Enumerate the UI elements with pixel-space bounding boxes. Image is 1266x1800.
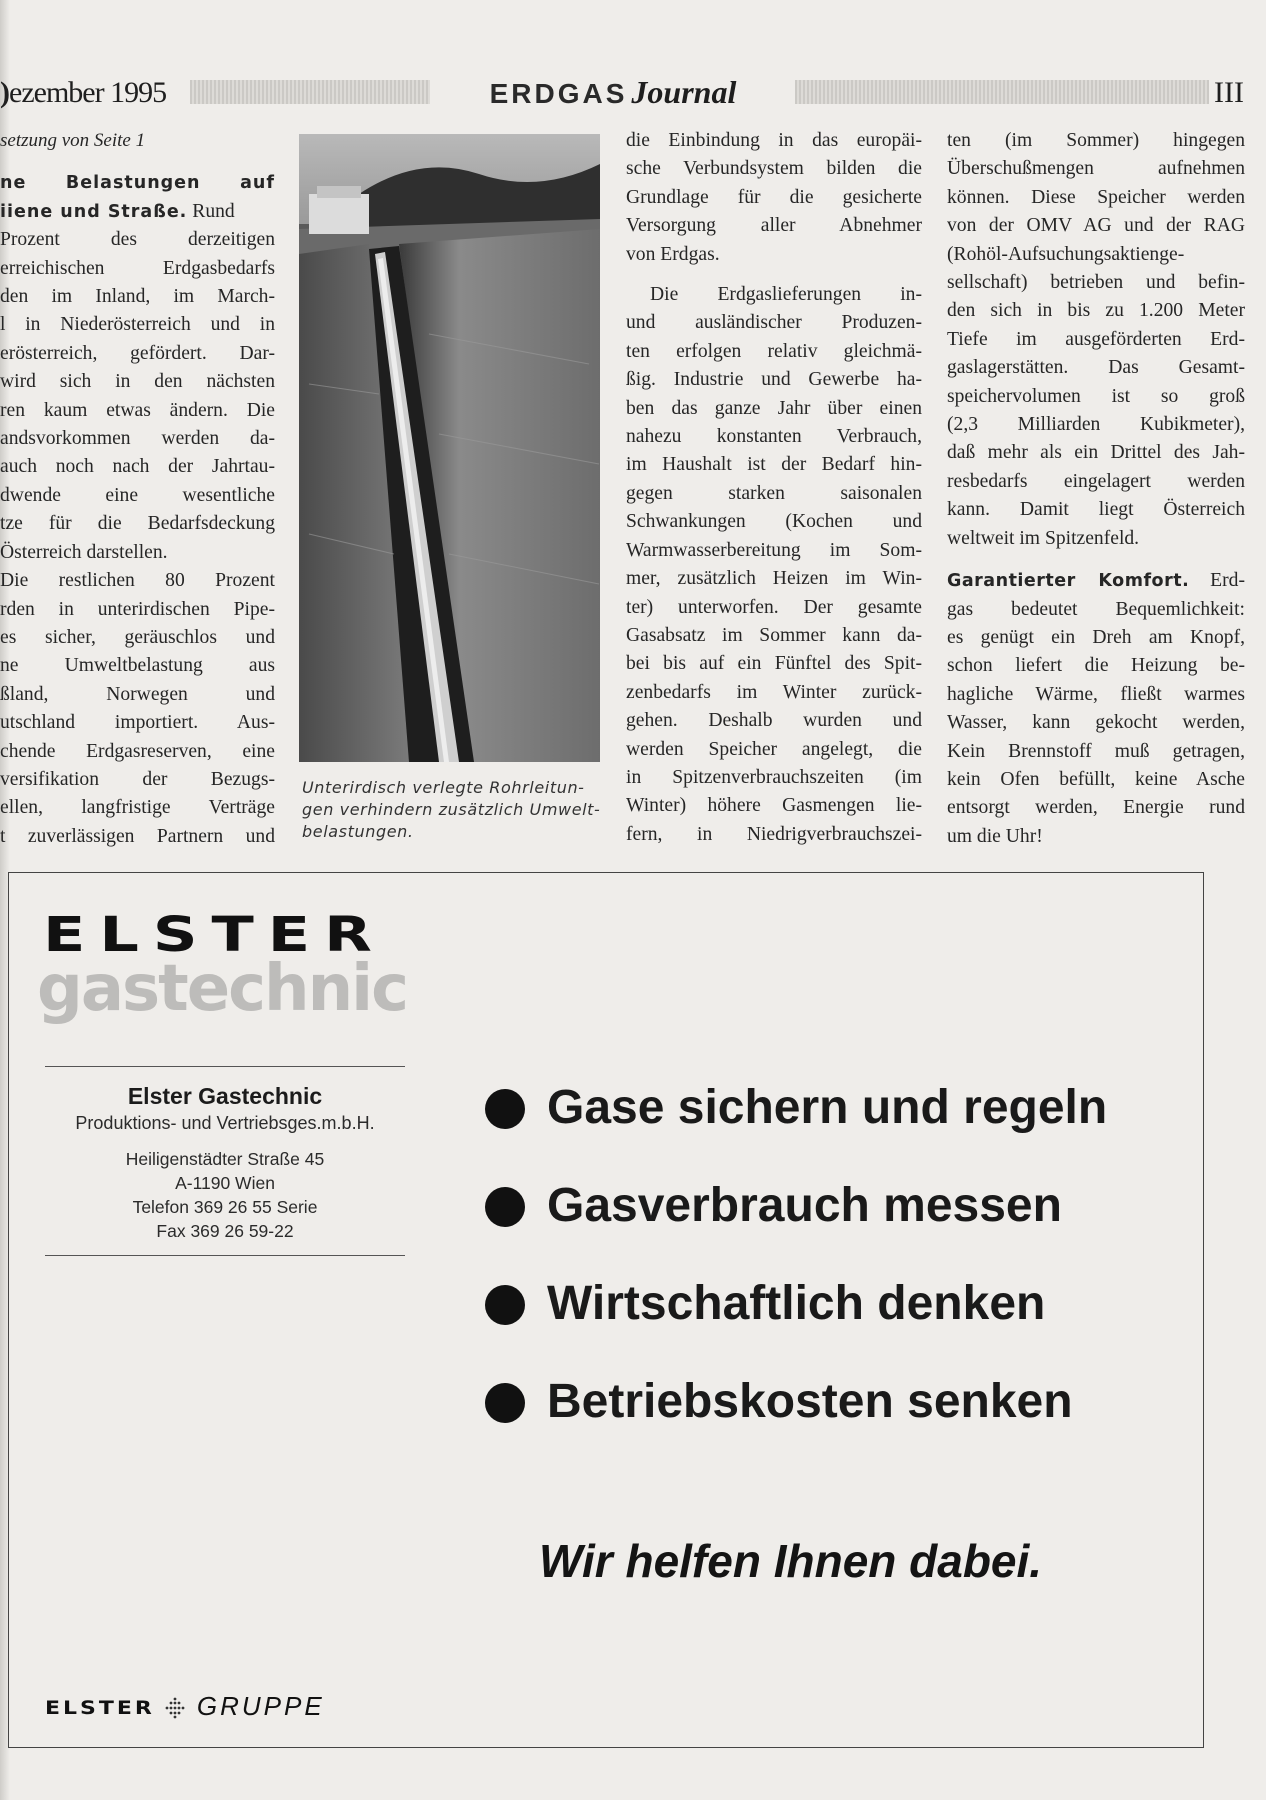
text-line: gaslagerstätten. Das Gesamt- <box>947 357 1245 379</box>
company-city: A-1190 Wien <box>175 1173 275 1193</box>
text-line: auch noch nach der Jahrtau- <box>0 456 275 478</box>
text-line: Grundlage für die gesicherte <box>626 186 922 208</box>
text-line: Unterirdisch verlegte Rohrleitun- <box>302 778 585 797</box>
text-span: ne Belastungen auf <box>0 173 275 194</box>
text-line: belastungen. <box>302 822 414 841</box>
pipeline-trench-photo <box>299 134 600 762</box>
text-span: Wirtschaftlich denken <box>547 1277 1046 1330</box>
footer-gruppe-text: GRUPPE <box>196 1691 325 1721</box>
text-line: gas bedeutet Bequemlichkeit: <box>947 598 1245 620</box>
text-line: um die Uhr! <box>947 825 1043 847</box>
text-line: bei bis auf ein Fünftel des Spit- <box>626 653 922 675</box>
text-line: wird sich in den nächsten <box>0 371 275 393</box>
company-type: Produktions- und Vertriebsges.m.b.H. <box>75 1113 375 1133</box>
text-span: Erd- <box>1210 570 1245 592</box>
text-line: ter) unterworfen. Der gesamte <box>626 596 922 618</box>
text-line: zenbedarfs im Winter zurück- <box>626 681 922 703</box>
text-line: ben das ganze Jahr über einen <box>626 397 922 419</box>
page-number: III <box>1214 76 1244 109</box>
text-line: von Erdgas. <box>626 243 720 265</box>
text-line: es genügt ein Dreh am Knopf, <box>947 626 1245 648</box>
text-line: Wasser, kann gekocht werden, <box>947 712 1245 734</box>
header-rule-right <box>795 80 1209 104</box>
text-line: gegen starken saisonalen <box>626 482 922 504</box>
text-line: es sicher, geräuschlos und <box>0 626 275 648</box>
company-contact-block <box>45 1081 405 1243</box>
bullet-dot-icon <box>485 1187 525 1227</box>
text-line: mer, zusätzlich Heizen im Win- <box>626 568 922 590</box>
elster-gruppe-logo <box>45 1691 325 1726</box>
text-line: entsorgt werden, Energie rund <box>947 797 1245 819</box>
section-heading-komfort: Garantierter Komfort. <box>947 571 1190 592</box>
text-line: Warmwasserbereitung im Som- <box>626 539 922 561</box>
text-span: Gasverbrauch messen <box>547 1179 1062 1232</box>
text-line: erösterreich, gefördert. Dar- <box>0 342 275 364</box>
text-line: die Einbindung in das europäi- <box>626 130 922 151</box>
text-line: ne Umweltbelastung aus <box>0 655 275 677</box>
text-line: Die restlichen 80 Prozent <box>0 570 275 592</box>
lead-heading <box>0 169 275 226</box>
text-line: sche Verbundsystem bilden die <box>626 158 922 180</box>
diamond-icon <box>163 1696 187 1720</box>
article-column-4 <box>947 127 1245 851</box>
text-line: Versorgung aller Abnehmer <box>626 215 922 237</box>
text-line: erreichischen Erdgasbedarfs <box>0 257 275 279</box>
text-line: kann. Damit liegt Österreich <box>947 499 1245 521</box>
journal-title <box>438 74 788 117</box>
text-line: t zuverlässigen Partnern und <box>0 825 275 847</box>
article-column-1 <box>0 127 275 851</box>
text-line: gehen. Deshalb wurden und <box>626 710 922 732</box>
text-line: in Spitzenverbrauchszeiten (im <box>626 766 922 788</box>
photo-caption <box>302 777 602 843</box>
issue-date: )ezember 1995 <box>0 76 167 109</box>
continuation-note: setzung von Seite 1 <box>0 130 146 151</box>
text-line: resbedarfs eingelagert werden <box>947 470 1245 492</box>
text-line: werden Speicher angelegt, die <box>626 738 922 760</box>
elster-advertisement <box>8 872 1204 1748</box>
journal-title-main: ERDGAS <box>489 78 628 109</box>
col1-body <box>0 226 275 851</box>
text-line: rden in unterirdischen Pipe- <box>0 598 275 620</box>
text-line: fern, in Niedrigverbrauchszei- <box>626 823 922 845</box>
page-header <box>0 74 1266 114</box>
text-line: im Haushalt ist der Bedarf hin- <box>626 454 922 476</box>
text-line: andsvorkommen werden da- <box>0 428 275 450</box>
bullet-dot-icon <box>485 1383 525 1423</box>
text-line: ten erfolgen relativ gleichmä- <box>626 340 922 362</box>
text-line: Österreich darstellen. <box>0 541 168 563</box>
text-line: ßig. Industrie und Gewerbe ha- <box>626 369 922 391</box>
col4-para2 <box>947 567 1245 851</box>
bullet-dot-icon <box>485 1089 525 1129</box>
text-line: tze für die Bedarfsdeckung <box>0 513 275 535</box>
ad-slogan: Wir helfen Ihnen dabei. <box>539 1535 1043 1587</box>
text-line: den im Inland, im March- <box>0 286 275 308</box>
text-line: von der OMV AG und der RAG <box>947 215 1245 237</box>
col4-para1 <box>947 127 1245 553</box>
text-line: chende Erdgasreserven, eine <box>0 740 275 762</box>
text-line: (2,3 Milliarden Kubikmeter), <box>947 414 1245 436</box>
ad-rule-bottom <box>45 1255 405 1256</box>
text-line: Kein Brennstoff muß getragen, <box>947 740 1245 762</box>
text-line: daß mehr als ein Drittel des Jah- <box>947 442 1245 464</box>
text-line: Winter) höhere Gasmengen lie- <box>626 795 922 817</box>
text-line: ellen, langfristige Verträge <box>0 797 275 819</box>
text-span: Gase sichern und regeln <box>547 1081 1108 1134</box>
journal-title-script: Journal <box>631 74 737 110</box>
gastechnic-logo-text: gastechnic <box>37 952 408 1026</box>
text-line: versifikation der Bezugs- <box>0 768 275 790</box>
text-line: ren kaum etwas ändern. Die <box>0 399 275 421</box>
text-span: ezember 1995 <box>9 76 167 109</box>
text-line: ten (im Sommer) hingegen <box>947 130 1245 151</box>
text-line: Überschußmengen aufnehmen <box>947 158 1245 180</box>
header-rule-left <box>190 80 430 104</box>
text-line: (Rohöl-Aufsuchungsaktienge- <box>947 243 1185 265</box>
text-line: dwende eine wesentliche <box>0 484 275 506</box>
ad-rule-top <box>45 1066 405 1067</box>
text-line: schon liefert die Heizung be- <box>947 655 1245 677</box>
elster-logo-wordmark: ELSTER <box>43 905 386 963</box>
company-phone: Telefon 369 26 55 Serie <box>132 1197 318 1217</box>
text-line: nahezu konstanten Verbrauch, <box>626 426 922 448</box>
company-fax: Fax 369 26 59-22 <box>156 1221 294 1241</box>
text-line: und ausländischer Produzen- <box>626 312 922 334</box>
article-column-3 <box>626 127 922 849</box>
text-line: Die Erdgaslieferungen in- <box>650 284 922 306</box>
text-line: gen verhindern zusätzlich Umwelt- <box>302 800 601 819</box>
bullet-dot-icon <box>485 1285 525 1325</box>
text-line: kein Ofen befüllt, keine Asche <box>947 768 1245 790</box>
col3-para2 <box>626 281 922 849</box>
footer-elster-wordmark: ELSTER <box>45 1697 155 1720</box>
text-span: Rund <box>192 200 235 222</box>
text-line: den sich in bis zu 1.200 Meter <box>947 300 1245 322</box>
text-line: l in Niederösterreich und in <box>0 314 275 336</box>
text-line: weltweit im Spitzenfeld. <box>947 527 1140 549</box>
text-line: speichervolumen ist so groß <box>947 385 1245 407</box>
text-line: hagliche Wärme, fließt warmes <box>947 683 1245 705</box>
text-line: Tiefe im ausgeförderten Erd- <box>947 328 1245 350</box>
text-line: können. Diese Speicher werden <box>947 186 1245 208</box>
text-span: Betriebskosten senken <box>547 1375 1073 1428</box>
text-span: iiene und Straße. <box>0 201 188 222</box>
text-line: Gasabsatz im Sommer kann da- <box>626 624 922 646</box>
text-line: sellschaft) betrieben und befin- <box>947 272 1245 294</box>
text-line: Schwankungen (Kochen und <box>626 511 922 533</box>
text-line: utschland importiert. Aus- <box>0 712 275 734</box>
text-line: ßland, Norwegen und <box>0 683 275 705</box>
col3-para1 <box>626 127 922 269</box>
text-line: Prozent des derzeitigen <box>0 229 275 251</box>
company-name: Elster Gastechnic <box>127 1083 323 1109</box>
company-street: Heiligenstädter Straße 45 <box>125 1149 325 1169</box>
